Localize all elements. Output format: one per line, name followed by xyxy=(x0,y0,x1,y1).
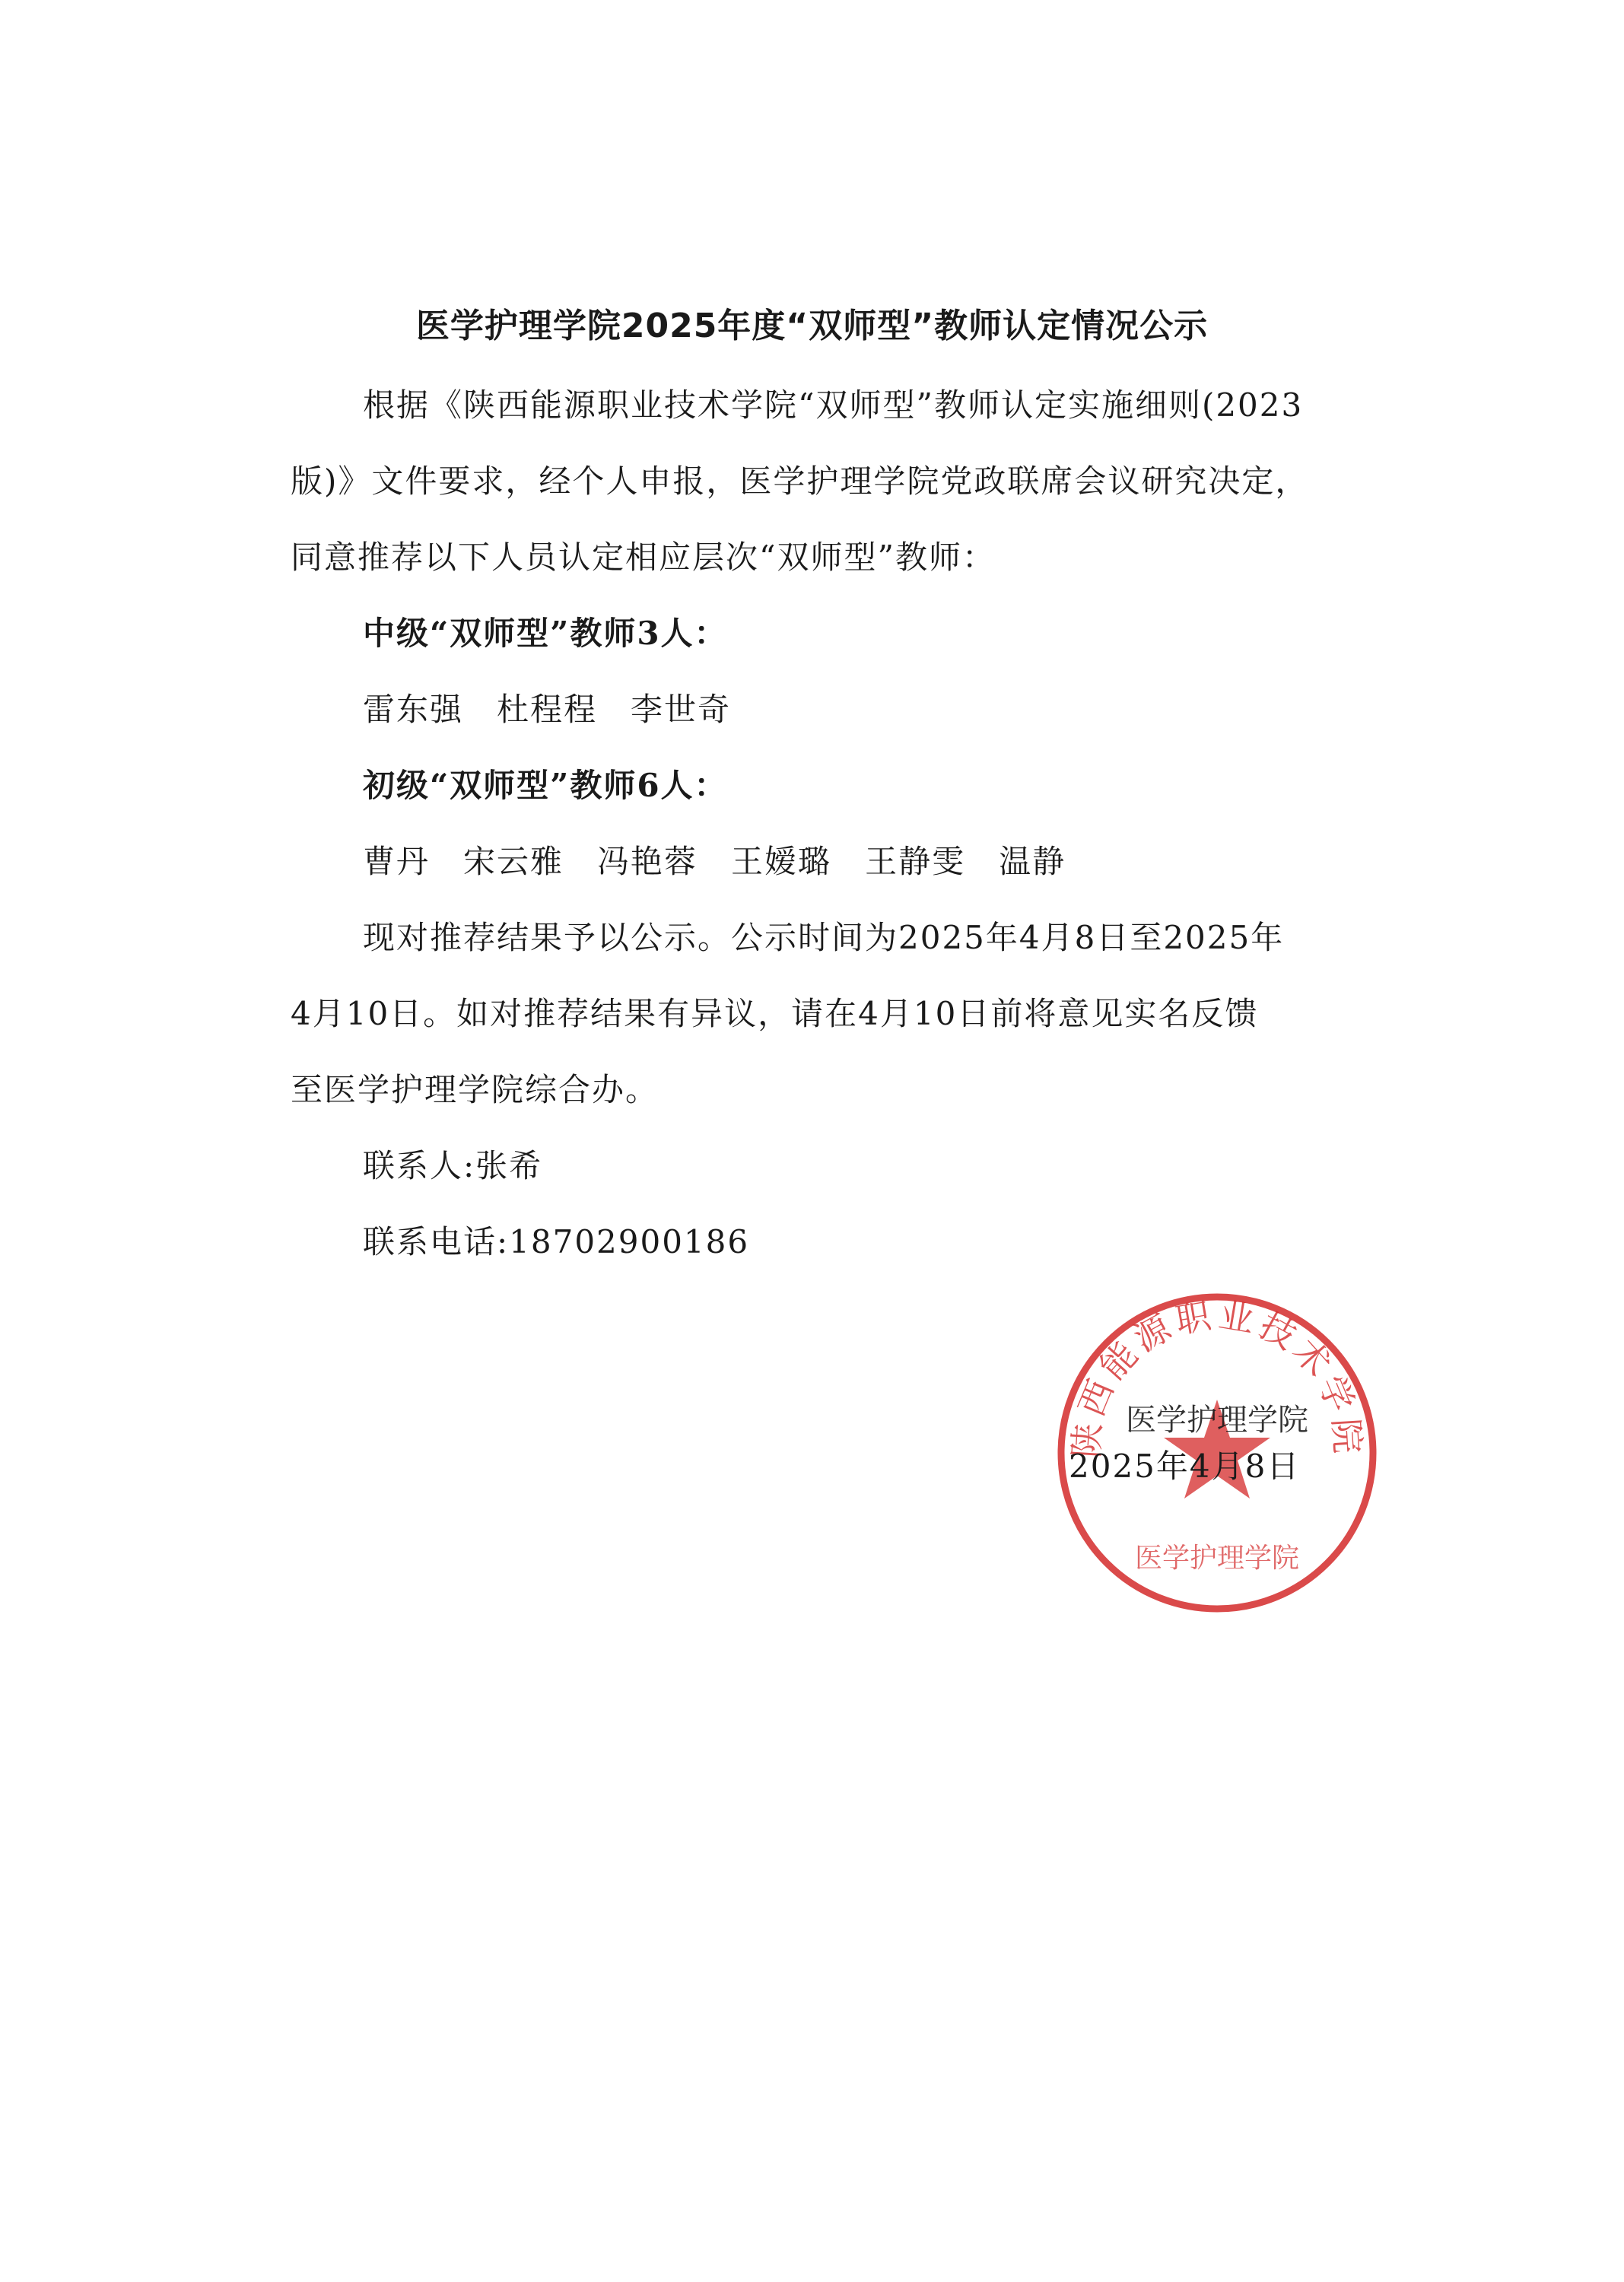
name-item: 雷东强 xyxy=(363,691,464,728)
name-item: 李世奇 xyxy=(631,691,732,728)
intro-line-2: 版)》文件要求，经个人申报，医学护理学院党政联席会议研究决定， xyxy=(291,462,1309,500)
name-item: 王静雯 xyxy=(865,843,966,880)
contact-person: 联系人:张希 xyxy=(363,1147,543,1184)
intro-line-1: 根据《陕西能源职业技术学院“双师型”教师认定实施细则(2023 xyxy=(363,386,1304,424)
intermediate-heading: 中级“双师型”教师3人： xyxy=(363,615,728,652)
junior-names xyxy=(363,837,1099,882)
contact-phone: 联系电话:18702900186 xyxy=(363,1223,750,1260)
name-item: 王嫒璐 xyxy=(731,843,832,880)
name-item: 温静 xyxy=(999,843,1066,880)
seal-outer-text: 陕西能源职业技术学院 xyxy=(1065,1294,1369,1460)
intro-line-3: 同意推荐以下人员认定相应层次“双师型”教师： xyxy=(291,539,996,576)
name-item: 杜程程 xyxy=(497,691,598,728)
name-item: 冯艳蓉 xyxy=(597,843,698,880)
name-item: 曹丹 xyxy=(363,843,431,880)
intermediate-names xyxy=(363,685,764,730)
signature-date: 2025年4月8日 xyxy=(1069,1448,1301,1485)
page-title: 医学护理学院2025年度“双师型”教师认定情况公示 xyxy=(415,307,1209,345)
notice-line-1: 现对推荐结果予以公示。公示时间为2025年4月8日至2025年 xyxy=(363,919,1285,956)
notice-line-3: 至医学护理学院综合办。 xyxy=(291,1071,659,1108)
notice-line-2: 4月10日。如对推荐结果有异议，请在4月10日前将意见实名反馈 xyxy=(291,995,1259,1032)
junior-heading: 初级“双师型”教师6人： xyxy=(363,767,728,804)
seal-bottom-text: 医学护理学院 xyxy=(1134,1543,1300,1574)
seal-inner-text: 医学护理学院 xyxy=(1126,1403,1308,1438)
name-item: 宋云雅 xyxy=(463,843,564,880)
